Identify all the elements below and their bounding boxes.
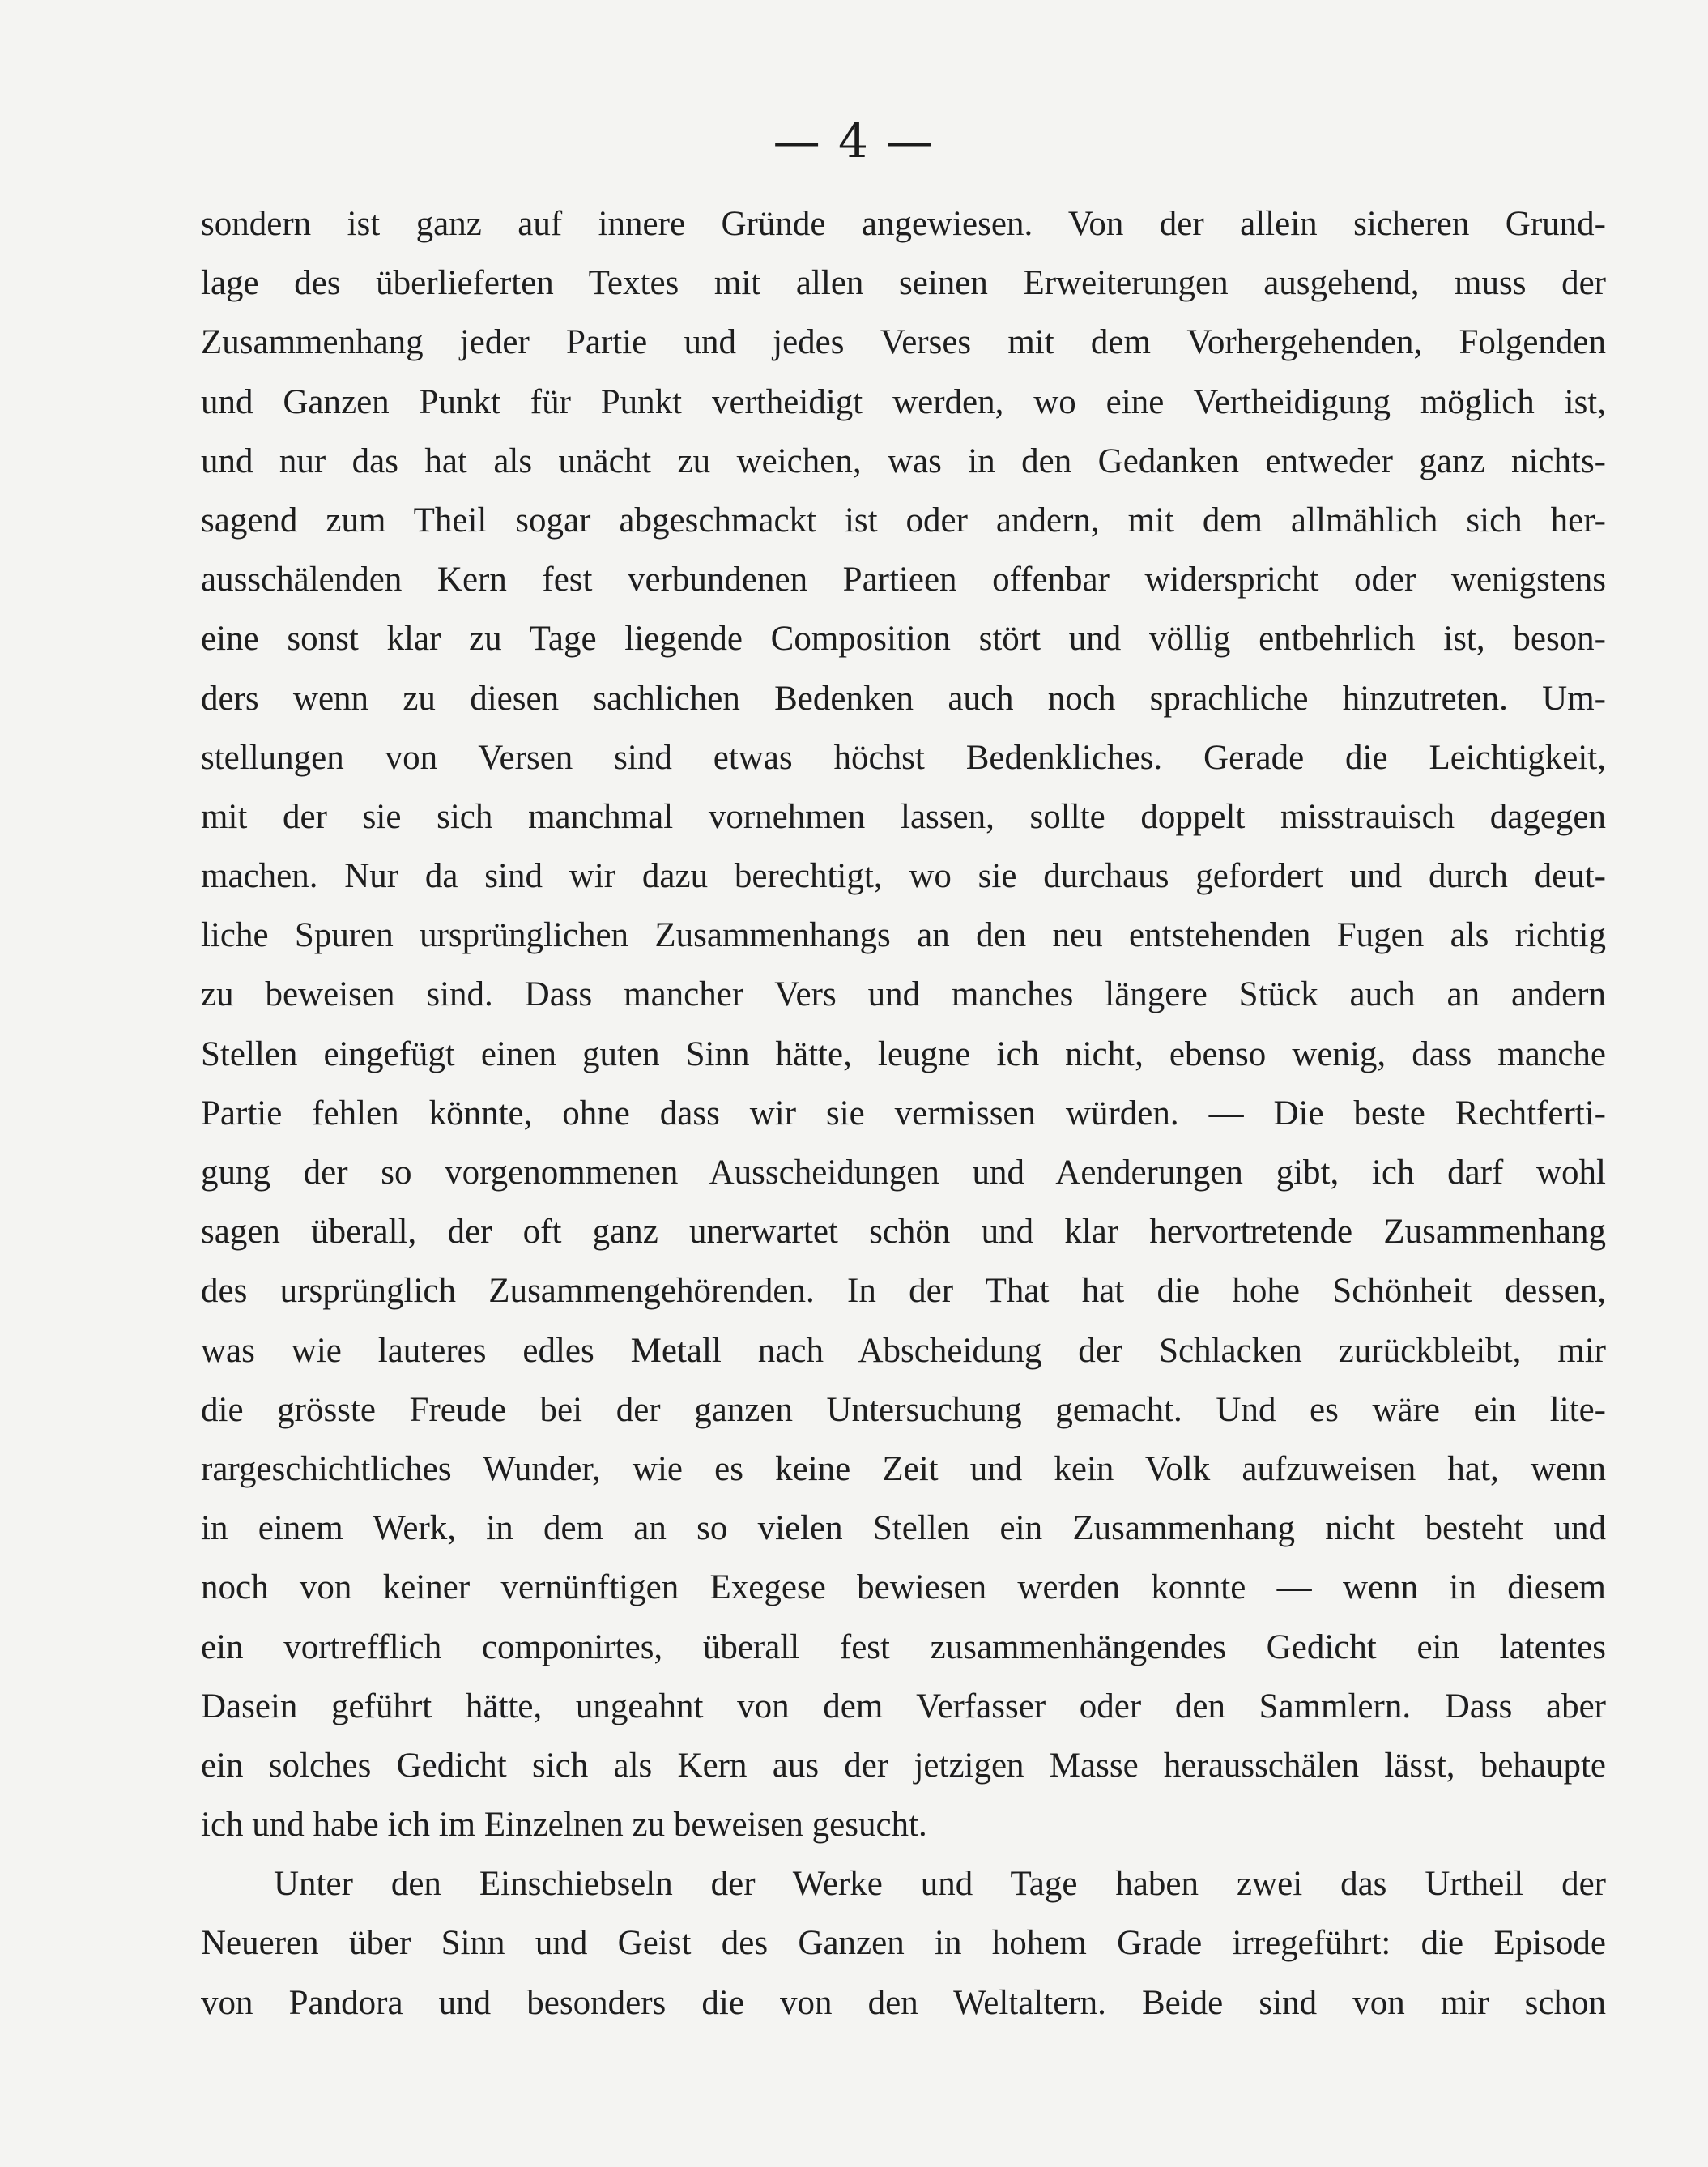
text-line: noch von keiner vernünftigen Exegese bewiesen werden konnte — wenn in diesem bbox=[201, 1568, 1606, 1607]
text-line: liche Spuren ursprünglichen Zusammenhangs an den neu entstehenden Fugen als richtig bbox=[201, 916, 1606, 955]
text-line: rargeschichtliches Wunder, wie es keine Zeit und kein Volk aufzuweisen hat, wenn bbox=[201, 1449, 1606, 1488]
text-line: eine sonst klar zu Tage liegende Composition stört und völlig entbehrlich ist, beson- bbox=[201, 620, 1606, 659]
body-text bbox=[201, 194, 1606, 2033]
text-line: sagen überall, der oft ganz unerwartet schön und klar hervortretende Zusammenhang bbox=[201, 1213, 1606, 1252]
text-line: ausschälenden Kern fest verbundenen Partieen offenbar widerspricht oder wenigstens bbox=[201, 561, 1606, 599]
text-line: Dasein geführt hätte, ungeahnt von dem Verfasser oder den Sammlern. Dass aber bbox=[201, 1687, 1606, 1725]
text-line: stellungen von Versen sind etwas höchst Bedenkliches. Gerade die Leichtigkeit, bbox=[201, 738, 1606, 777]
text-line: sondern ist ganz auf innere Gründe angewiesen. Von der allein sicheren Grund- bbox=[201, 205, 1606, 243]
text-line: Stellen eingefügt einen guten Sinn hätte, leugne ich nicht, ebenso wenig, dass manche bbox=[201, 1034, 1606, 1073]
text-line: Zusammenhang jeder Partie und jedes Verses mit dem Vorhergehenden, Folgenden bbox=[201, 323, 1606, 362]
page-number: — 4 — bbox=[773, 113, 935, 168]
text-line: ein solches Gedicht sich als Kern aus der jetzigen Masse herausschälen lässt, behaupte bbox=[201, 1746, 1606, 1785]
text-line: ich und habe ich im Einzelnen zu beweisen gesucht. bbox=[201, 1806, 927, 1845]
text-line: lage des überlieferten Textes mit allen seinen Erweiterungen ausgehend, muss der bbox=[201, 264, 1606, 303]
text-line: ein vortrefflich componirtes, überall fest zusammenhängendes Gedicht ein latentes bbox=[201, 1627, 1606, 1666]
text-line: des ursprünglich Zusammengehörenden. In der That hat die hohe Schönheit dessen, bbox=[201, 1272, 1606, 1311]
text-line: gung der so vorgenommenen Ausscheidungen und Aenderungen gibt, ich darf wohl bbox=[201, 1154, 1606, 1192]
text-line: mit der sie sich manchmal vornehmen lassen, sollte doppelt misstrauisch dagegen bbox=[201, 797, 1606, 836]
text-line: Neueren über Sinn und Geist des Ganzen in hohem Grade irregeführt: die Episode bbox=[201, 1924, 1606, 1963]
text-line: in einem Werk, in dem an so vielen Stellen ein Zusammenhang nicht besteht und bbox=[201, 1509, 1606, 1548]
text-line: zu beweisen sind. Dass mancher Vers und manches längere Stück auch an andern bbox=[201, 975, 1606, 1014]
text-line: was wie lauteres edles Metall nach Abscheidung der Schlacken zurückbleibt, mir bbox=[201, 1331, 1606, 1370]
text-line: und Ganzen Punkt für Punkt vertheidigt werden, wo eine Vertheidigung möglich ist, bbox=[201, 382, 1606, 421]
text-line: die grösste Freude bei der ganzen Untersuchung gemacht. Und es wäre ein lite- bbox=[201, 1390, 1606, 1429]
text-line: Partie fehlen könnte, ohne dass wir sie vermissen würden. — Die beste Rechtferti- bbox=[201, 1094, 1606, 1133]
text-line: von Pandora und besonders die von den Weltaltern. Beide sind von mir schon bbox=[201, 1983, 1606, 2022]
text-line: machen. Nur da sind wir dazu berechtigt, wo sie durchaus gefordert und durch deut- bbox=[201, 857, 1606, 896]
text-line: sagend zum Theil sogar abgeschmackt ist oder andern, mit dem allmählich sich her- bbox=[201, 501, 1606, 540]
text-line: Unter den Einschiebseln der Werke und Tage haben zwei das Urtheil der bbox=[274, 1865, 1606, 1904]
text-line: ders wenn zu diesen sachlichen Bedenken auch noch sprachliche hinzutreten. Um- bbox=[201, 679, 1606, 718]
text-line: und nur das hat als unächt zu weichen, was in den Gedanken entweder ganz nichts- bbox=[201, 442, 1606, 480]
